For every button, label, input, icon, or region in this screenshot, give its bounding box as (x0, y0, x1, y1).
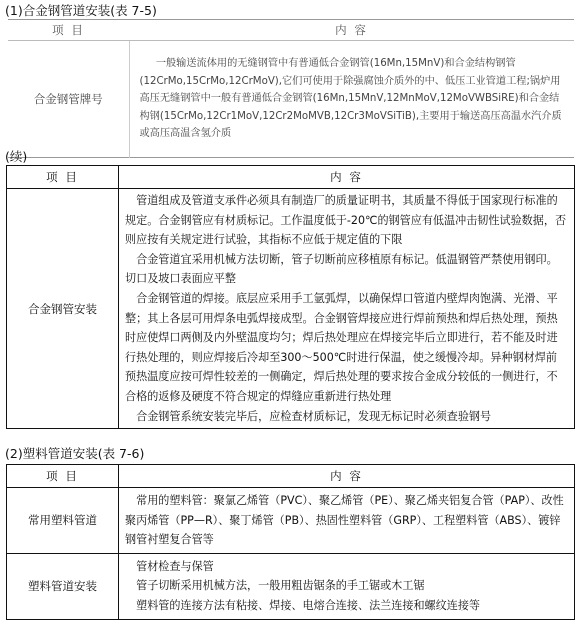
paragraph: 常用的塑料管：聚氯乙烯管（PVC）、聚乙烯管（PE）、聚乙烯夹铝复合管（PAP）、改性聚丙烯管（PP—R）、聚丁烯管（PB）、热固性塑料管（GRP）、工程塑料管（ABS）、镀锌钢管衬塑复合管等 (125, 494, 564, 547)
paragraph: 管道组成及管道支承件必须具有制造厂的质量证明书，其质量不得低于国家现行标准的规定。合金钢管应有材质标记。工作温度低于-20℃的钢管应有低温冲击韧性试验数据，否则应按有关规定进行试验，其指标不应低于规定值的下限 (125, 194, 567, 247)
table3-header-content: 内 容 (119, 465, 575, 488)
alloy-steel-grade-table (8, 19, 574, 158)
table2-row-content (119, 189, 575, 429)
paragraph: 塑料管的连接方法有粘接、焊接、电熔合连接、法兰连接和螺纹连接等 (136, 598, 481, 612)
table1-header-item: 项 目 (8, 20, 129, 41)
plastic-pipe-table (6, 464, 575, 620)
table1-header-content: 内 容 (129, 20, 574, 41)
table1-row-item: 合金钢管牌号 (8, 41, 129, 158)
table2-header-content: 内 容 (119, 166, 575, 189)
paragraph: 合金钢管道的焊接。底层应采用手工氩弧焊，以确保焊口管道内壁焊肉饱满、光滑、平整；其上各层可用焊条电弧焊接成型。合金钢管焊接应进行焊前预热和焊后热处理，预热时应使焊口两侧及内外壁温度均匀；焊后热处理应在焊接完毕后立即进行，若不能及时进行热处理的，则应焊接后冷却至300～500℃时进行保温，使之缓慢冷却。异种钢材焊前预热温度应按可焊性较差的一侧确定，焊后热处理的要求按合金成分较低的一侧进行，不合格的返修及硬度不符合规定的焊缝应重新进行热处理 (125, 291, 558, 403)
table3-row1-item: 常用塑料管道 (7, 488, 119, 554)
table3-row1-content (119, 488, 575, 554)
section3-title: (2)塑料管道安装(表 7-6) (5, 446, 145, 461)
section1-title: (1)合金钢管道安装(表 7-5) (5, 3, 157, 18)
paragraph: 合金管道宜采用机械方法切断，管子切断前应移植原有标记。低温钢管严禁使用钢印。切口及坡口表面应平整 (125, 252, 558, 286)
table2-row-item: 合金钢管安装 (28, 301, 97, 316)
table1-row-content: 一般输送流体用的无缝钢管中有普通低合金钢管(16Mn,15MnV)和合金结构钢管(12CrMo,15CrMo,12CrMoV),它们可使用于除强腐蚀介质外的中、低压工业管道工程;锅炉用高压无缝钢管中一般有普通低合金钢管(16Mn,15MnV,12MnMoV,12MoVWBSiRE)和合金结构钢(15CrMo,12Cr1MoV,12Cr2MoMVB,12Cr3MoVSiTiB),主要用于输送高压高温水汽介质或高压高温含氢介质 (139, 58, 562, 140)
section2-title: (续) (5, 149, 28, 164)
paragraph: 管子切断采用机械方法，一般用粗齿锯条的手工锯或木工锯 (136, 579, 425, 593)
table3-row2-item: 塑料管道安装 (28, 579, 97, 594)
table3-header-item: 项 目 (7, 465, 119, 488)
table2-header-item: 项 目 (7, 166, 119, 189)
paragraph: 管材检查与保管 (136, 559, 214, 573)
paragraph: 合金钢管系统安装完毕后，应检查材质标记，发现无标记时必须查验钢号 (136, 409, 492, 423)
table3-row2-content (119, 553, 575, 619)
alloy-steel-install-table (6, 165, 575, 429)
